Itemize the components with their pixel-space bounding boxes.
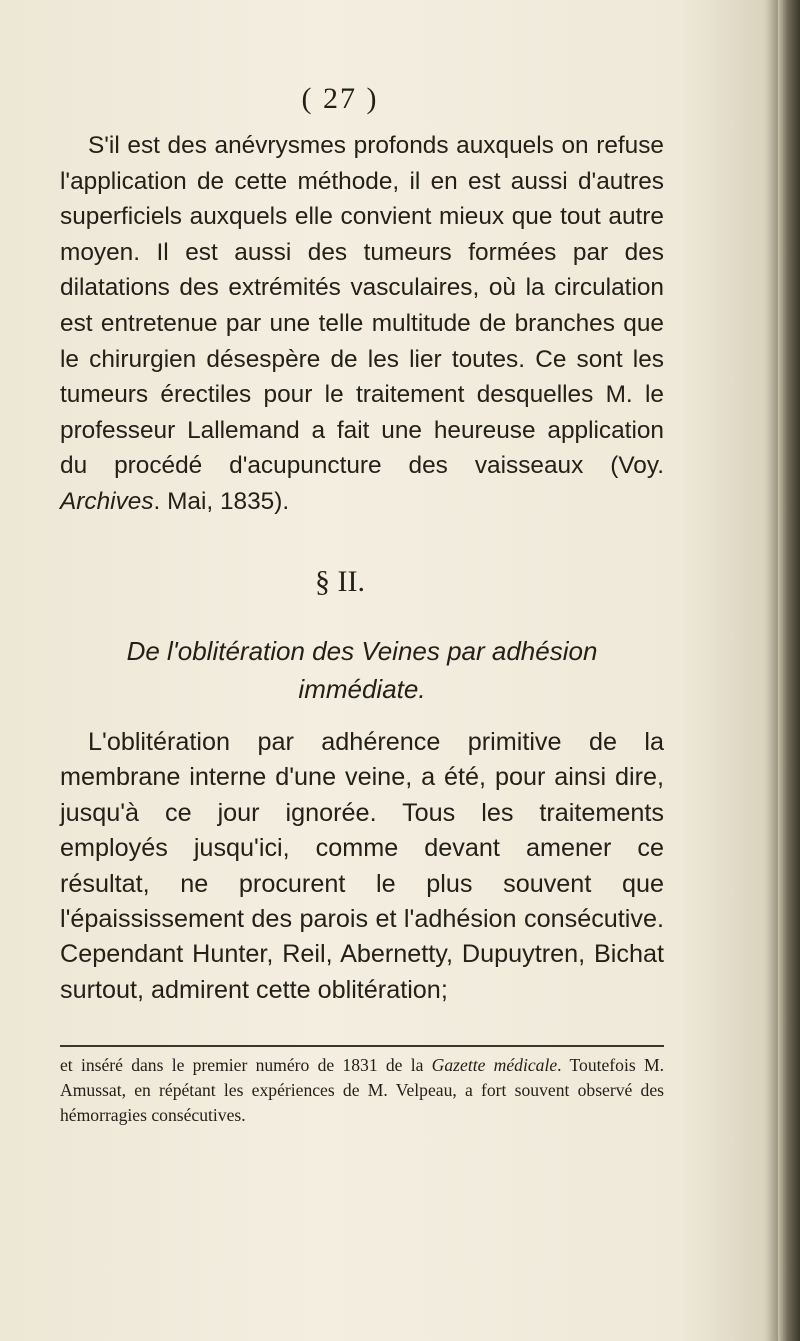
paragraph-1-end: . Mai, 1835). bbox=[153, 487, 290, 515]
section-mark: § II. bbox=[315, 565, 365, 598]
page-gutter-shadow bbox=[764, 0, 778, 1341]
paragraph-1 bbox=[60, 128, 664, 520]
footnote bbox=[60, 1053, 664, 1128]
paragraph-2: L'oblitération par adhérence primitive de la membrane interne d'une veine, a été, pour ainsi dire, jusqu'à ce jour ignorée. Tous les traitements employés jusqu'ici, comme devant amener ce résultat, ne procurent le plus souvent que l'épaississement des parois et l'adhésion consécutive. Cependant Hunter, Reil, Abernetty, Dupuytren, Bichat surtout, admirent cette oblitération; bbox=[60, 728, 664, 1004]
footnote-text: et inséré dans le premier numéro de 1831 de la bbox=[60, 1055, 432, 1075]
footnote-italic: Gazette médicale bbox=[431, 1055, 558, 1075]
page-number: ( 27 ) bbox=[301, 82, 379, 115]
page-edge bbox=[778, 0, 800, 1341]
footnote-rule bbox=[60, 1045, 664, 1047]
paragraph-1-text: S'il est des anévrysmes profonds auxquels on refuse l'application de cette méthode, il en est aussi d'autres superficiels auxquels elle convient mieux que tout autre moyen. Il est aussi des tumeurs formées par des dilatations des extrémités vasculaires, où la circulation est entretenue par une telle multitude de branches que le chirurgien désespère de les lier toutes. Ce sont les tumeurs érectiles pour le traitement desquelles M. le professeur Lallemand a fait une heureuse application du procédé d'acupuncture des vaisseaux (Voy. bbox=[60, 132, 664, 480]
paragraph-1-italic: Archives bbox=[60, 487, 154, 515]
section-title: De l'oblitération des Veines par adhésion immédiate. bbox=[126, 636, 598, 704]
footnote-end: . Toutefois M. Amussat, en répétant les expériences de M. Velpeau, a fort souvent observé des hémorragies consécutives. bbox=[60, 1055, 664, 1125]
